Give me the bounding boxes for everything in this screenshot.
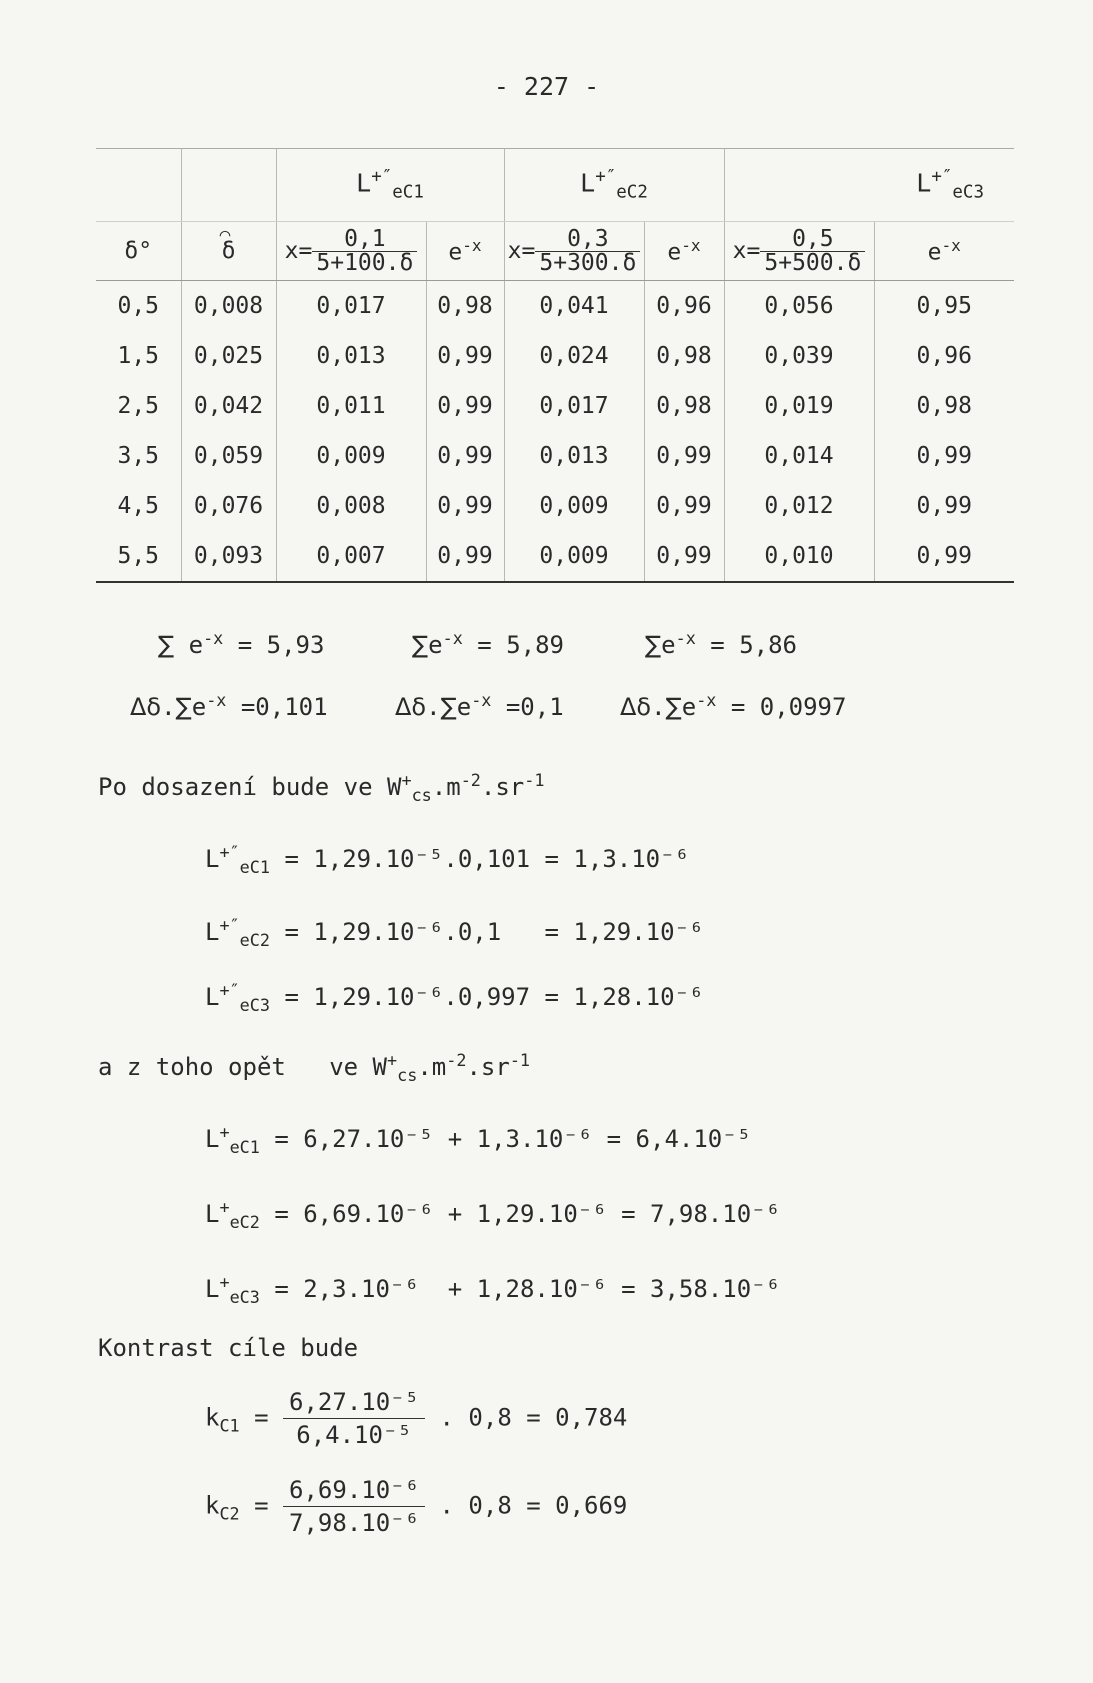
col-e3: $e^{-x}$ bbox=[874, 222, 1014, 281]
table-row: 5,5 0,093 0,007 0,99 0,009 0,99 0,010 0,99 bbox=[96, 531, 1014, 582]
text-kontrast: Kontrast cíle bude bbox=[98, 1334, 359, 1362]
product-eC3: $\Delta\delta.\sum e^{-x} = 0,0997$ bbox=[620, 690, 847, 721]
col-e2: $e^{-x}$ bbox=[644, 222, 724, 281]
header-L-eC2: $L^{+''}_{eC2}$ bbox=[504, 149, 724, 222]
col-x3: x= $\frac{0,5}{5+500.\delta}$ bbox=[724, 222, 874, 281]
table-row: 1,5 0,025 0,013 0,99 0,024 0,98 0,039 0,96 bbox=[96, 331, 1014, 381]
eq-k-C1: $k_{C1}$ = $\frac{\text{6,27.10⁻⁵}}{\text{6,4.10⁻⁵}}$ . 0,8 = 0,784 bbox=[205, 1388, 628, 1449]
eq-L1-eC2: $L^+_{eC2} = 6,69.10^{-6} + 1,29.10^{-6} = 7,98.10^{-6}$ bbox=[205, 1197, 781, 1232]
eq-L2-eC2: $L^{+''}_{eC2} = 1,29.10^{-6}.0,1 = 1,29.10^{-6}$ bbox=[205, 915, 704, 950]
table-row: 0,5 0,008 0,017 0,98 0,041 0,96 0,056 0,95 bbox=[96, 281, 1014, 332]
col-e1: $e^{-x}$ bbox=[426, 222, 504, 281]
table-subheader-row bbox=[96, 222, 1014, 281]
eq-L1-eC3: $L^+_{eC3} = 2,3.10^{-6} + 1,28.10^{-6} = 3,58.10^{-6}$ bbox=[205, 1272, 781, 1307]
sum-eC2: $\sum e^{-x} = 5,89$ bbox=[412, 628, 564, 659]
page-number: - 227 - bbox=[493, 72, 600, 101]
col-delta-deg: δ° bbox=[96, 222, 181, 281]
table-row: 3,5 0,059 0,009 0,99 0,013 0,99 0,014 0,99 bbox=[96, 431, 1014, 481]
header-L-eC1: $L^{+''}_{eC1}$ bbox=[276, 149, 504, 222]
col-x2: x= $\frac{0,3}{5+300.\delta}$ bbox=[504, 222, 644, 281]
header-L-eC3: $L^{+''}_{eC3}$ bbox=[724, 149, 1014, 222]
attenuation-table bbox=[96, 148, 1014, 583]
eq-L2-eC1: $L^{+''}_{eC1} = 1,29.10^{-5}.0,101 = 1,3.10^{-6}$ bbox=[205, 842, 690, 877]
sum-eC1: ∑ $e^{-x} = 5,93$ bbox=[158, 628, 325, 659]
eq-L1-eC1: $L^+_{eC1} = 6,27.10^{-5} + 1,3.10^{-6} = 6,4.10^{-5}$ bbox=[205, 1122, 752, 1157]
table-row: 2,5 0,042 0,011 0,99 0,017 0,98 0,019 0,98 bbox=[96, 381, 1014, 431]
text-po-dosazeni: Po dosazení bude ve $W^+_{cs}.m^{-2}.sr^{-1}$ bbox=[98, 770, 545, 805]
product-eC2: $\Delta\delta.\sum e^{-x} =0,1$ bbox=[395, 690, 564, 721]
product-eC1: $\Delta\delta.\sum e^{-x} =0,101$ bbox=[130, 690, 328, 721]
table-row: 4,5 0,076 0,008 0,99 0,009 0,99 0,012 0,99 bbox=[96, 481, 1014, 531]
sum-eC3: $\sum e^{-x} = 5,86$ bbox=[645, 628, 797, 659]
table-header-row bbox=[96, 149, 1014, 222]
col-x1: x= $\frac{0,1}{5+100.\delta}$ bbox=[276, 222, 426, 281]
text-a-z-toho: a z toho opět ve $W^+_{cs}.m^{-2}.sr^{-1}$ bbox=[98, 1050, 531, 1085]
eq-k-C2: $k_{C2}$ = $\frac{\text{6,69.10⁻⁶}}{\text{7,98.10⁻⁶}}$ . 0,8 = 0,669 bbox=[205, 1476, 628, 1537]
eq-L2-eC3: $L^{+''}_{eC3} = 1,29.10^{-6}.0,997 = 1,28.10^{-6}$ bbox=[205, 980, 704, 1015]
col-delta-hat: ⌒ δ bbox=[181, 222, 276, 281]
